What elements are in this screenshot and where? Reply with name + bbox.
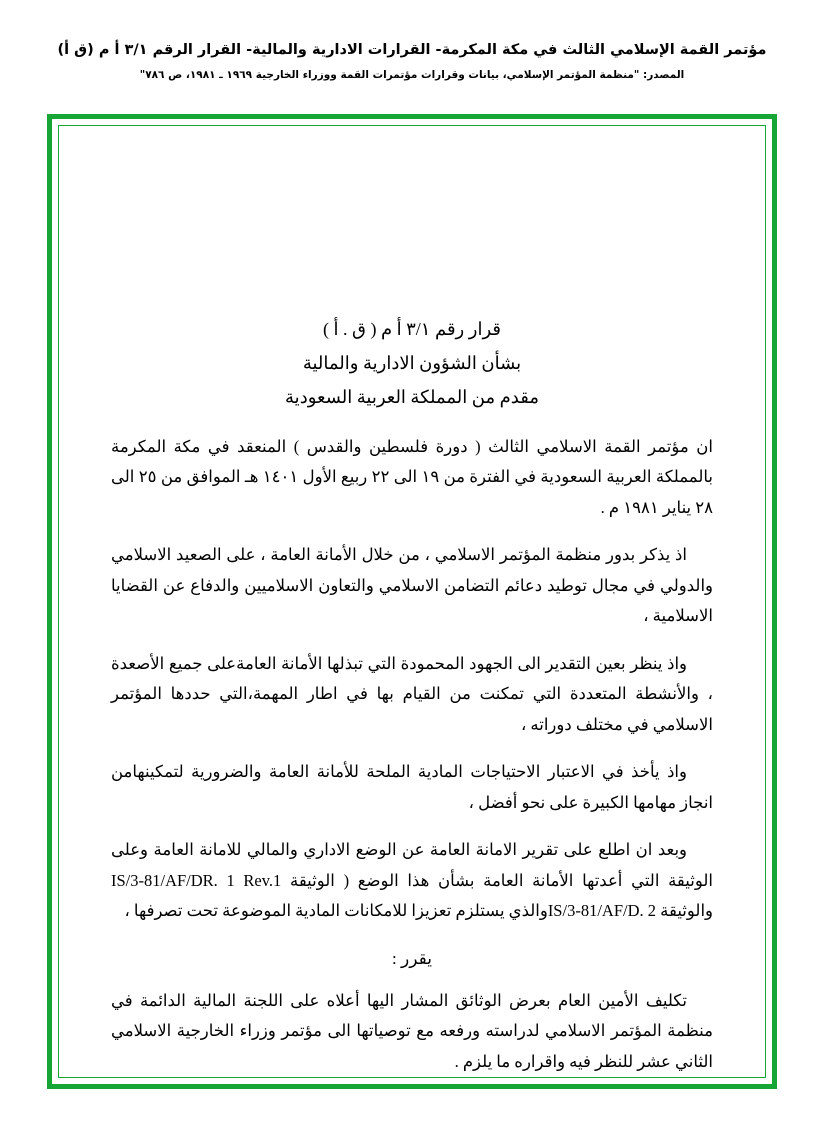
- document-body: [59, 126, 765, 1078]
- paragraph-operative: تكليف الأمين العام بعرض الوثائق المشار اليها أعلاه على اللجنة المالية الدائمة في منظمة المؤتمر الاسلامي لدراسته ورفعه مع توصياتها الى مؤتمر وزراء الخارجية الاسلامي الثاني عشر للنظر فيه واقراره ما يلزم .: [111, 990, 713, 1071]
- paragraph-documents-reference: [111, 835, 713, 927]
- decision-title: [111, 312, 713, 415]
- decision-subject-line: بشأن الشؤون الادارية والمالية: [302, 353, 522, 374]
- page-header: [0, 0, 824, 81]
- header-title: مؤتمر القمة الإسلامي الثالث في مكة المكرمة- القرارات الادارية والمالية- القرار الرقم ٣/١ أ م (ق أ): [57, 42, 767, 58]
- document-code-2: IS/3-81/AF/D. 2: [547, 901, 656, 921]
- ref-text-middle: والوثيقة: [656, 901, 713, 921]
- paragraph-recalls: اذ يذكر بدور منظمة المؤتمر الاسلامي ، من خلال الأمانة العامة ، على الصعيد الاسلامي والدولي في مجال توطيد دعائم التضامن الاسلامي والتعاون الاسلاميين والدفاع عن القضايا الاسلامية ،: [111, 545, 713, 626]
- header-source: المصدر: "منظمة المؤتمر الإسلامي، بيانات وقرارات مؤتمرات القمة ووزراء الخارجية ١٩٦٩ ـ ١٩٨١، ص ٧٨٦": [139, 69, 685, 82]
- document-code-1: IS/3-81/AF/DR. 1 Rev.1: [111, 870, 282, 890]
- ref-text-after: والذي يستلزم تعزيزا للامكانات المادية الموضوعة تحت تصرفها ،: [124, 901, 548, 921]
- decision-number-line: قرار رقم ٣/١ أ م ( ق . أ ): [323, 319, 501, 339]
- paragraph-appreciates: واذ ينظر بعين التقدير الى الجهود المحمودة التي تبذلها الأمانة العامةعلى جميع الأصعدة ، والأنشطة المتعددة التي تمكنت من القيام بها في اطار المهمة،التي حددها المؤتمر الاسلامي في مختلف دوراته ،: [111, 653, 713, 734]
- document-green-frame: [47, 114, 777, 1089]
- paragraph-considers: واذ يأخذ في الاعتبار الاحتياجات المادية الملحة للأمانة العامة والضرورية لتمكينهامن انجاز مهامها الكبيرة على نحو أفضل ،: [111, 762, 713, 812]
- decision-submitter-line: مقدم من المملكة العربية السعودية: [285, 387, 539, 408]
- paragraph-preamble: ان مؤتمر القمة الاسلامي الثالث ( دورة فلسطين والقدس ) المنعقد في مكة المكرمة بالمملكة العربية السعودية في الفترة من ١٩ الى ٢٢ ربيع الأول ١٤٠١ هـ الموافق من ٢٥ الى ٢٨ يناير ١٩٨١ م .: [111, 436, 713, 517]
- decides-label: يقرر :: [392, 948, 432, 968]
- document-inner-frame: [58, 125, 766, 1078]
- ref-text-before: وبعد ان اطلع على تقرير الامانة العامة عن الوضع الاداري والمالي للامانة العامة وعلى الوثيقة التي أعدتها الأمانة العامة بشأن هذا الوضع ( الوثيقة: [111, 840, 713, 890]
